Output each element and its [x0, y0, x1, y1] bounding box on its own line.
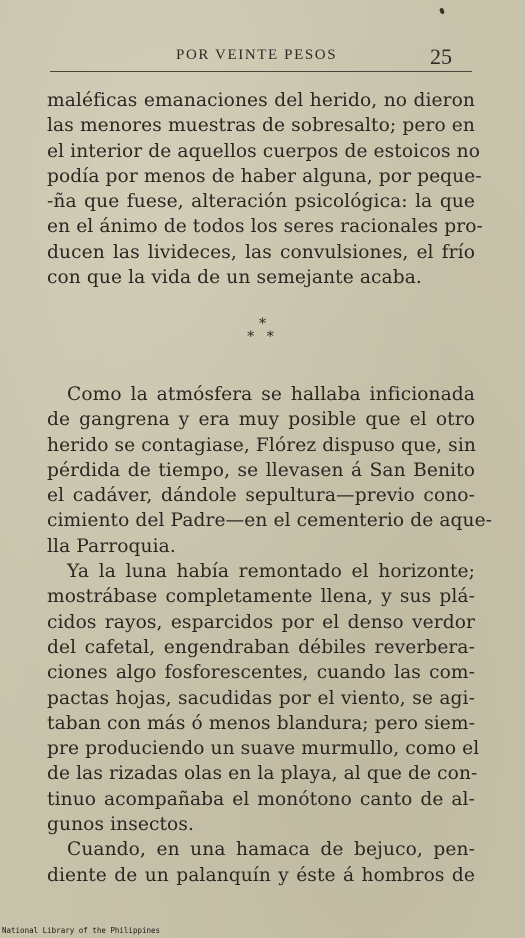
paragraph-continuation: [47, 88, 483, 290]
running-head: [0, 44, 525, 68]
text-line: cidos rayos, esparcidos por el denso verdor: [47, 611, 475, 633]
running-title: POR VEINTE PESOS: [176, 47, 338, 63]
text-line: herido se contagiase, Flórez dispuso que, sin: [47, 434, 476, 456]
library-credit: National Library of the Philippines: [2, 926, 161, 935]
text-line: Cuando, en una hamaca de bejuco, pen-: [67, 839, 475, 861]
section-break-asterism: [0, 318, 525, 344]
text-line: gunos insectos.: [47, 814, 194, 836]
text-line: del cafetal, engendraban débiles reverbera-: [47, 636, 475, 658]
text-line: pérdida de tiempo, se llevasen á San Benito: [47, 459, 475, 481]
text-line: mostrábase completamente llena, y sus plá-: [47, 586, 475, 608]
body-text: [47, 382, 493, 888]
text-line: ciones algo fosforescentes, cuando las com-: [47, 662, 475, 684]
text-line: con que la vida de un semejante acaba.: [47, 267, 422, 289]
text-line: el interior de aquellos cuerpos de estoicos no: [47, 140, 481, 162]
text-line: maléficas emanaciones del herido, no dieron: [47, 90, 475, 111]
asterism-bottom: * *: [247, 329, 278, 345]
text-line: cimiento del Padre—en el cementerio de aque-: [47, 510, 493, 532]
page-number: 25: [430, 44, 452, 69]
text-line: Ya la luna había remontado el horizonte;: [67, 561, 475, 583]
text-line: en el ánimo de todos los seres racionales pro-: [47, 216, 483, 238]
text-line: pre produciendo un suave murmullo, como el: [47, 738, 480, 760]
text-line: ducen las livideces, las convulsiones, el frío: [47, 241, 475, 263]
text-line: diente de un palanquín y éste á hombros de: [47, 864, 475, 886]
text-line: podía por menos de haber alguna, por peque-: [47, 165, 482, 187]
text-line: tinuo acompañaba el monótono canto de al-: [47, 788, 475, 810]
text-line: Como la atmósfera se hallaba inficionada: [67, 384, 475, 405]
text-line: pactas hojas, sacudidas por el viento, se agi-: [47, 687, 475, 709]
text-line: -ña que fuese, alteración psicológica: la que: [47, 191, 475, 213]
text-line: de las rizadas olas en la playa, al que de con-: [47, 763, 478, 785]
ink-mark: [439, 7, 445, 14]
text-line: lla Parroquia.: [47, 535, 176, 557]
text-line: de gangrena y era muy posible que el otro: [47, 409, 475, 431]
text-line: las menores muestras de sobresalto; pero en: [47, 115, 475, 137]
text-line: el cadáver, dándole sepultura—previo cono-: [47, 485, 475, 507]
text-line: taban con más ó menos blandura; pero siem-: [47, 712, 475, 734]
header-rule: [50, 71, 472, 72]
asterism-top: *: [259, 316, 266, 332]
